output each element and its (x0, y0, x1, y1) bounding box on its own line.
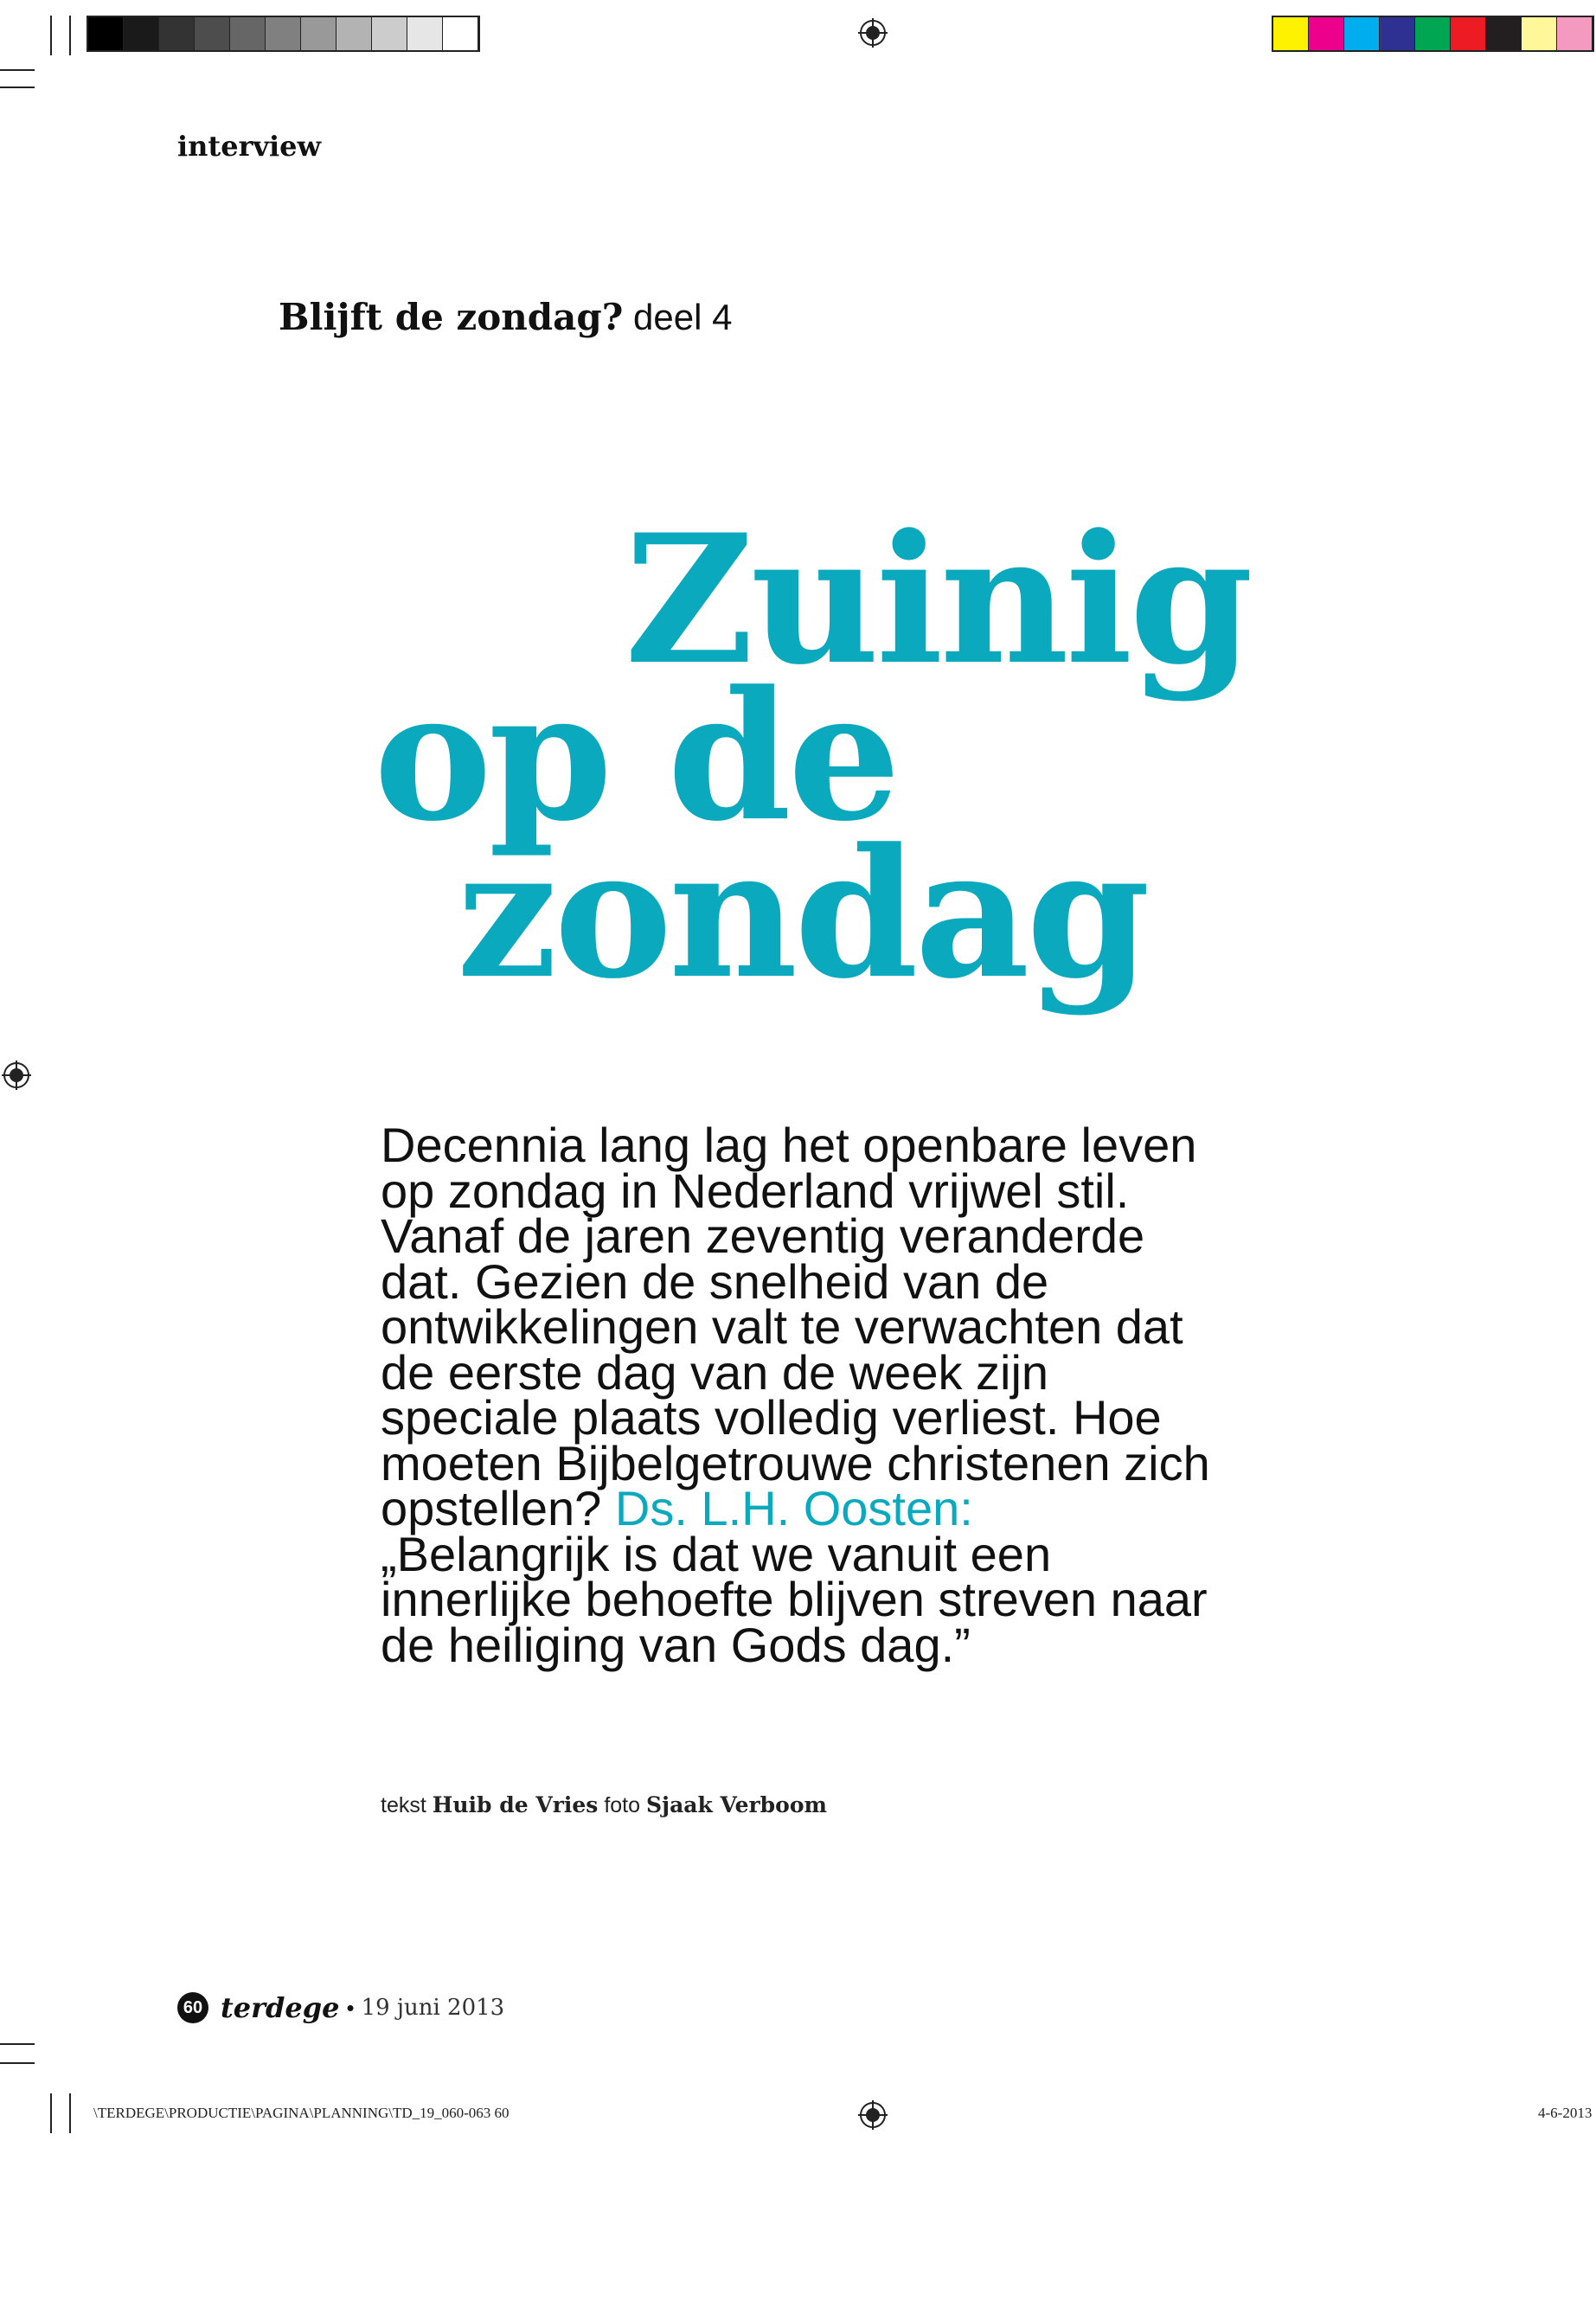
crop-mark (0, 69, 35, 71)
crop-mark (69, 2093, 71, 2133)
print-slug-path: \TERDEGE\PRODUCTIE\PAGINA\PLANNING\TD_19_060-063 60 (93, 2105, 510, 2121)
crop-mark (0, 87, 35, 88)
print-slug-date: 4-6-2013 (1538, 2105, 1593, 2121)
gray-patch (124, 17, 159, 50)
color-patch (1557, 17, 1593, 50)
color-patch (1415, 17, 1451, 50)
gray-patch (372, 17, 407, 50)
color-calibration-bar (1272, 16, 1594, 52)
color-patch (1486, 17, 1522, 50)
color-patch (1522, 17, 1557, 50)
registration-mark-icon (858, 18, 888, 48)
intro-body: Decennia lang lag het openbare leven op zondag in Nederland vrijwel stil. Vanaf de jaren zeventig veranderde dat. Gezien de snelheid van de ontwikkelingen valt te verwachten dat de eerste dag van de week zijn speciale plaats volledig verliest. Hoe moeten Bijbelgetrouwe christenen zich opstellen? (381, 1118, 1210, 1535)
gray-patch (266, 17, 301, 50)
footer-separator: • (346, 1994, 355, 2021)
gray-patch (195, 17, 230, 50)
gray-patch (301, 17, 337, 50)
gray-patch (443, 17, 478, 50)
headline-line-1: Zuinig (625, 497, 1250, 704)
color-patch (1380, 17, 1415, 50)
color-patch (1451, 17, 1486, 50)
series-title: Blijft de zondag? (279, 296, 624, 338)
headline-line-3: zondag (457, 811, 1147, 1018)
intro-paragraph (381, 1118, 1211, 1672)
gray-patch (407, 17, 443, 50)
issue-date: 19 juni 2013 (361, 1995, 505, 2021)
credit-photographer: Sjaak Verboom (645, 1792, 827, 1817)
color-patch (1273, 17, 1309, 50)
brand-logo: terdege (221, 1991, 340, 2024)
byline (381, 1792, 827, 1818)
crop-mark (0, 2043, 35, 2045)
gray-patch (159, 17, 195, 50)
color-patch (1309, 17, 1344, 50)
registration-mark-icon (858, 2100, 888, 2130)
page-footer (177, 1991, 504, 2024)
crop-mark (0, 2062, 35, 2064)
gray-calibration-bar (87, 16, 480, 52)
crop-mark (50, 16, 52, 55)
gray-patch (337, 17, 372, 50)
crop-mark (50, 2093, 52, 2133)
headline-line-2: op de (374, 653, 898, 861)
gray-patch (88, 17, 124, 50)
color-patch (1344, 17, 1380, 50)
crop-mark (69, 16, 71, 55)
credit-author: Huib de Vries (432, 1792, 599, 1817)
series-kicker (279, 296, 732, 338)
credit-text-label: tekst (381, 1793, 426, 1817)
section-label: interview (177, 130, 322, 163)
series-part: deel 4 (633, 297, 733, 337)
gray-patch (230, 17, 266, 50)
credit-photo-label: foto (604, 1793, 641, 1817)
page-number: 60 (177, 1992, 208, 2023)
intro-quote: „Belangrijk is dat we vanuit een innerlijke behoefte blijven streven naar de heiliging van Gods dag.” (381, 1526, 1208, 1672)
registration-mark-icon (2, 1061, 31, 1090)
intro-speaker: Ds. L.H. Oosten: (614, 1481, 973, 1535)
